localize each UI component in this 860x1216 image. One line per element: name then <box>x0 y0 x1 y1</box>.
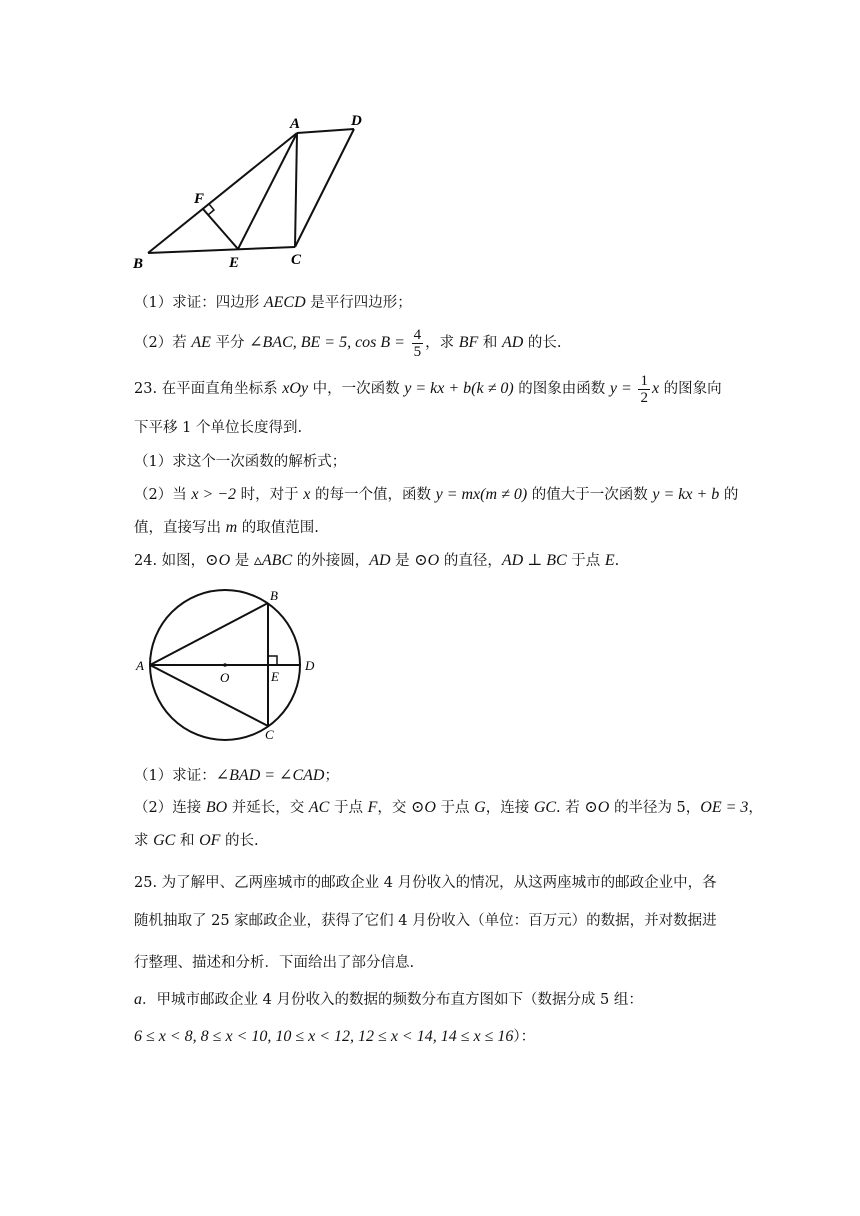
q22-part1: （1）求证：四边形 AECD 是平行四边形； <box>134 294 412 311</box>
label-e: E <box>229 255 240 271</box>
q24-part1: （1）求证：∠BAD = ∠CAD； <box>134 767 339 784</box>
label-f: F <box>194 191 205 207</box>
label-b: B <box>270 588 278 603</box>
q23-part2: （2）当 x > −2 时，对于 x 的每一个值，函数 y = mx(m ≠ 0) 的值大于一次函数 y = kx + b 的 <box>134 486 739 503</box>
fraction-four-fifths: $\frac{4}{5}$ <box>413 326 422 360</box>
label-o: O <box>220 670 230 685</box>
label-b: B <box>133 256 144 272</box>
q25-line5: 6 ≤ x < 8, 8 ≤ x < 10, 10 ≤ x < 12, 12 ≤ x < 14, 14 ≤ x ≤ 16）： <box>134 1028 536 1045</box>
label-a: A <box>136 658 144 673</box>
label-e: E <box>271 669 279 684</box>
label-d: D <box>305 658 315 673</box>
label-c: C <box>265 727 274 742</box>
label-a: A <box>290 116 301 132</box>
label-d: D <box>351 113 362 129</box>
label-c: C <box>291 252 302 268</box>
q23-part1: （1）求这个一次函数的解析式； <box>134 454 347 470</box>
q23-line2: 下平移 1 个单位长度得到. <box>134 420 303 436</box>
q22-part2: （2）若 AE 平分 ∠BAC, BE = 5, cos B = $\frac{4}{5}$ ，求 BF 和 AD 的长. <box>134 326 562 360</box>
q25-line1: 25. 为了解甲、乙两座城市的邮政企业 4 月份收入的情况，从这两座城市的邮政企业中，各 <box>134 875 717 891</box>
q24-line1: 24. 如图，⊙O 是 ▵ABC 的外接圆，AD 是 ⊙O 的直径，AD ⊥ BC 于点 E. <box>134 552 620 569</box>
q24-part2-cont: 求 GC 和 OF 的长. <box>134 832 259 849</box>
q23-line1: 23. 在平面直角坐标系 xOy 中，一次函数 y = kx + b(k ≠ 0) 的图象由函数 y = $\frac{1}{2}$ x 的图象向 <box>134 372 722 406</box>
q23-part2-cont: 值，直接写出 m 的取值范围. <box>134 519 319 536</box>
q25-line3: 行整理、描述和分析．下面给出了部分信息. <box>134 955 415 971</box>
q25-line4: a．甲城市邮政企业 4 月份收入的数据的频数分布直方图如下（数据分成 5 组： <box>134 991 643 1008</box>
fraction-one-half: $\frac{1}{2}$ <box>640 372 648 406</box>
q24-part2: （2）连接 BO 并延长，交 AC 于点 F，交 ⊙O 于点 G，连接 GC. 若 ⊙O 的半径为 5，OE = 3， <box>134 799 763 816</box>
parallelogram-figure <box>125 108 375 276</box>
q25-line2: 随机抽取了 25 家邮政企业，获得了它们 4 月份收入（单位：百万元）的数据，并对数据进 <box>134 913 717 929</box>
circle-figure <box>130 585 330 745</box>
